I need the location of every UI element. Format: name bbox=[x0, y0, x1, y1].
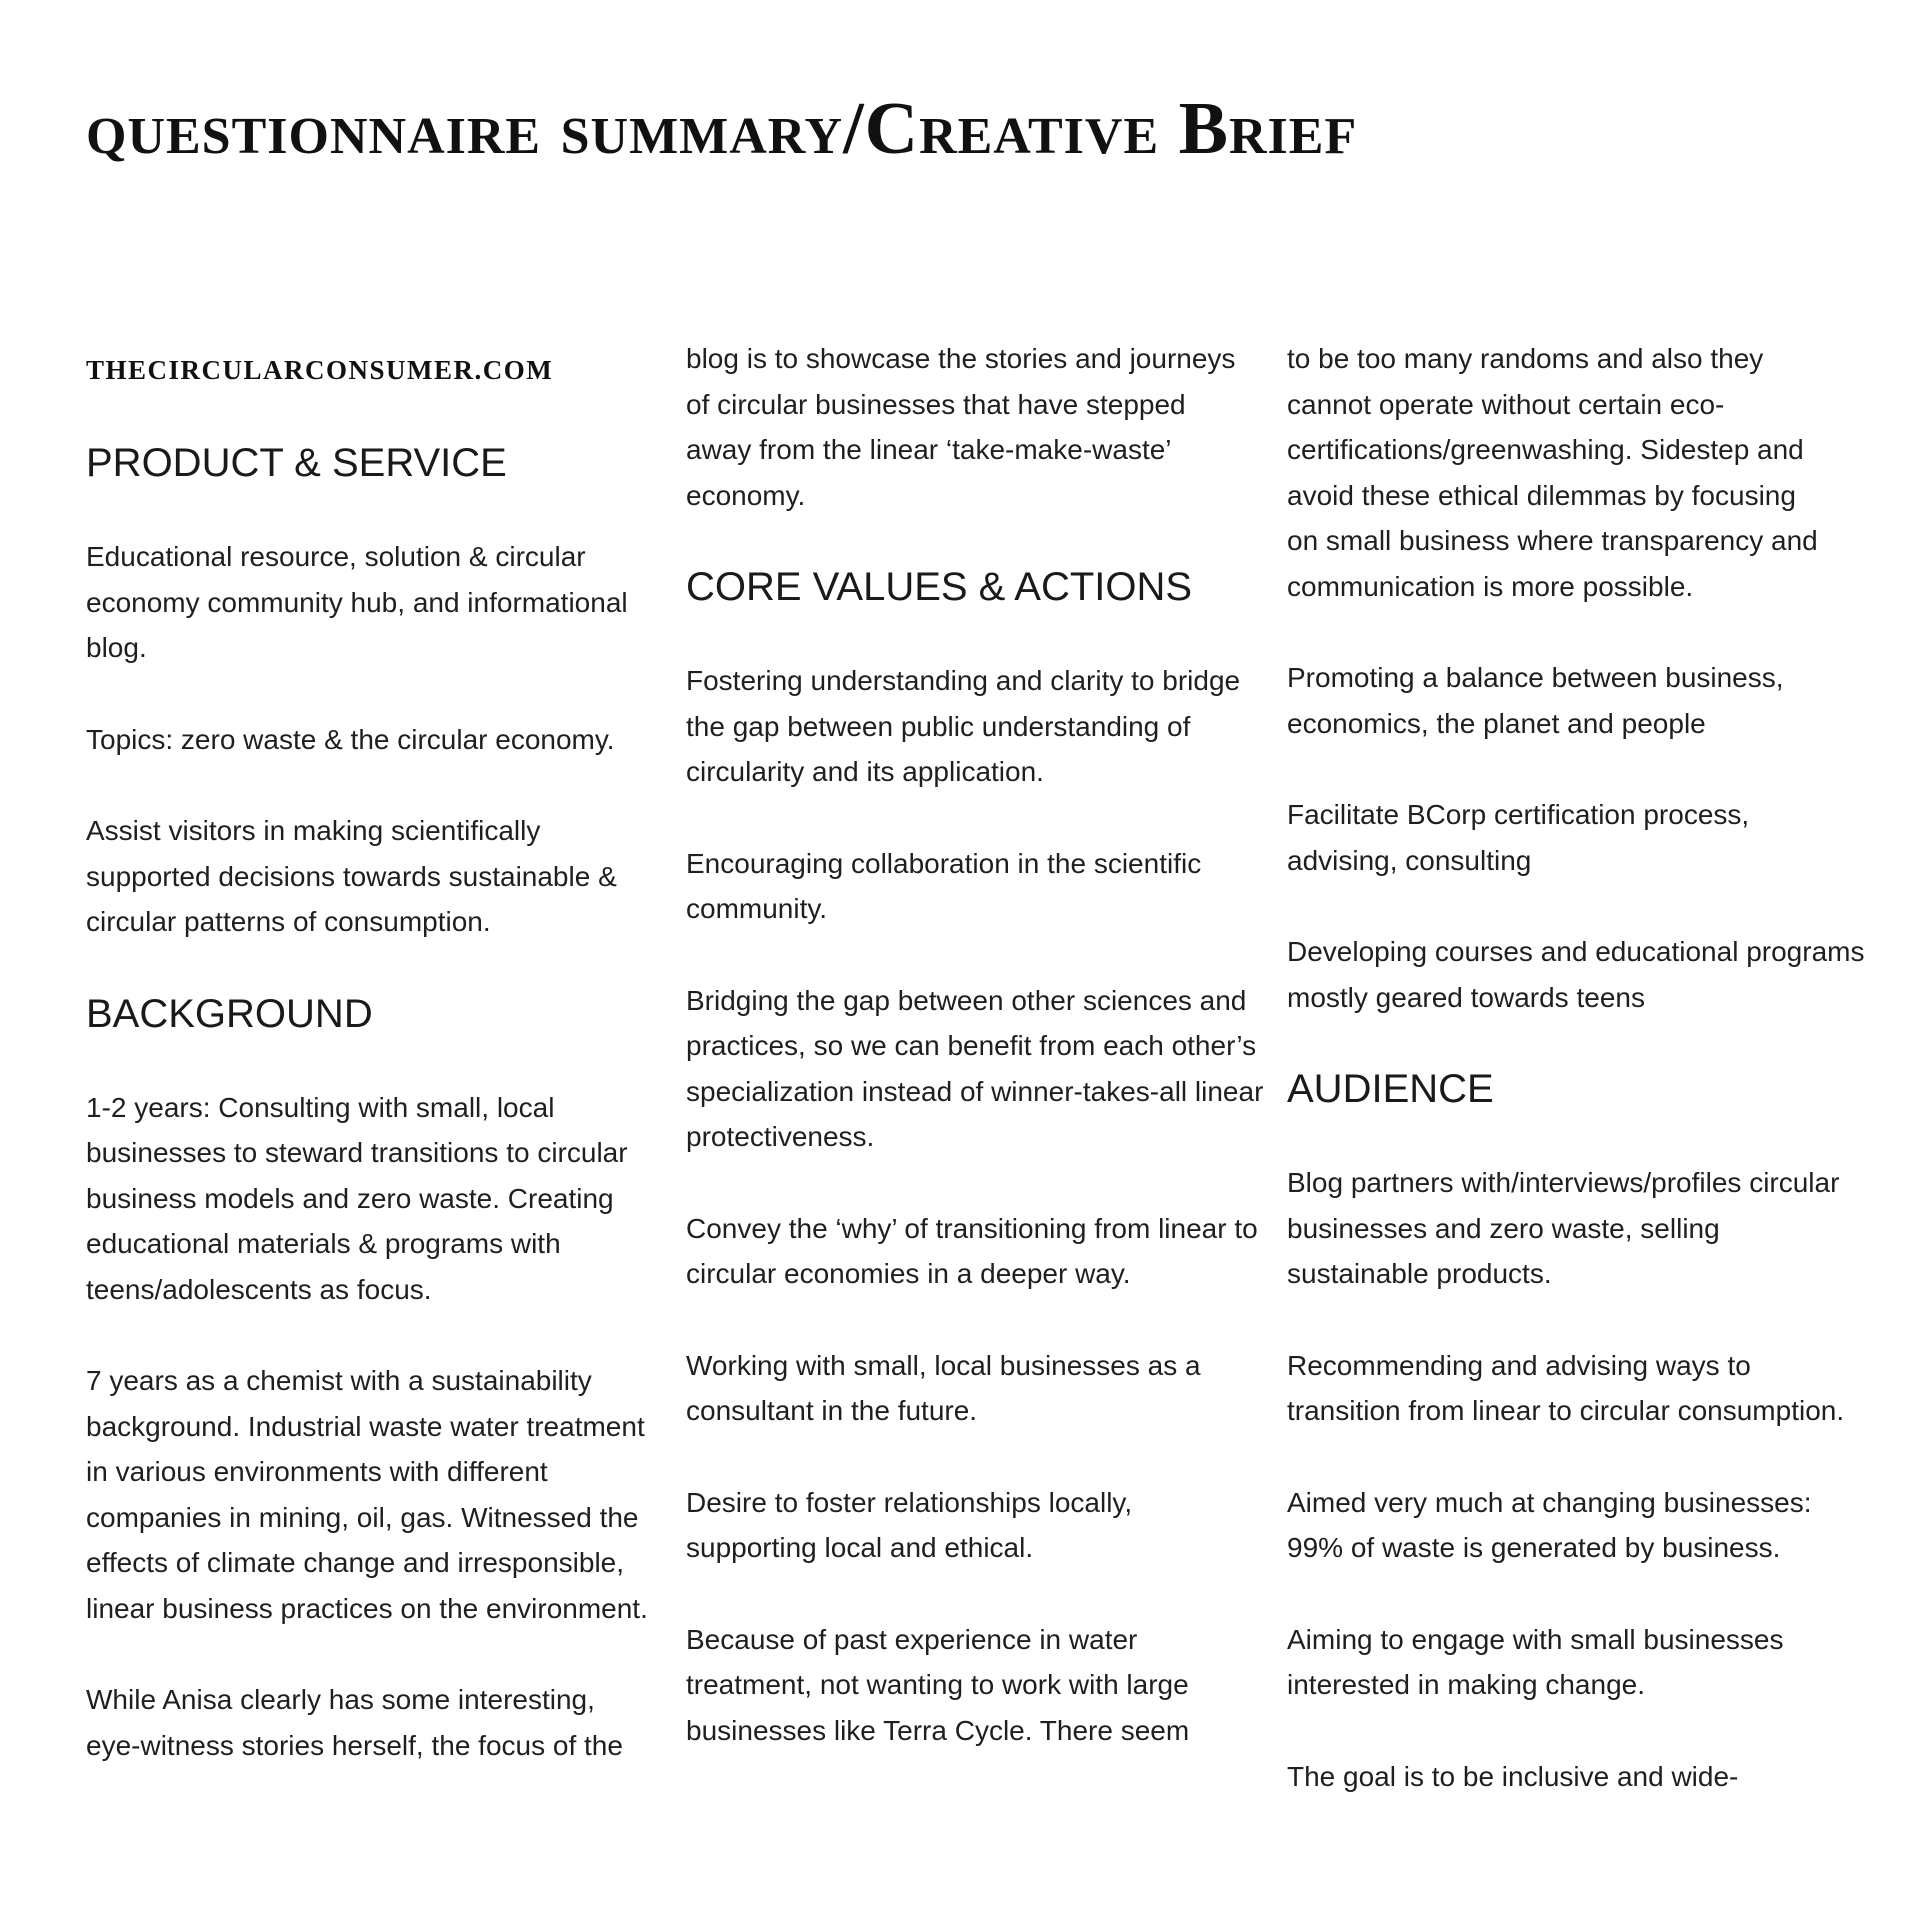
line: away from the linear ‘take-make-waste’ bbox=[686, 434, 1172, 465]
line: businesses like Terra Cycle. There seem bbox=[686, 1714, 1190, 1746]
paragraph: Promoting a balance between business, economics, the planet and people bbox=[1287, 662, 1784, 739]
paragraph: Aimed very much at changing businesses: 99% of waste is generated by business. bbox=[1287, 1486, 1812, 1563]
section-heading-audience: AUDIENCE bbox=[1287, 1067, 1494, 1111]
line: to be too many randoms and also they bbox=[1287, 343, 1764, 374]
paragraph: The goal is to be inclusive and wide- bbox=[1287, 1760, 1739, 1792]
line: eye-witness stories herself, the focus of the bbox=[86, 1729, 623, 1761]
line: certifications/greenwashing. Sidestep and bbox=[1287, 434, 1804, 465]
line: Because of past experience in water bbox=[686, 1623, 1138, 1655]
section-heading-product-service: PRODUCT & SERVICE bbox=[86, 441, 507, 486]
line: economy. bbox=[686, 479, 806, 511]
line: on small business where transparency and bbox=[1287, 525, 1818, 556]
line: blog is to showcase the stories and journeys bbox=[686, 343, 1236, 374]
paragraph-continuation bbox=[686, 336, 1266, 518]
paragraph: Facilitate BCorp certification process, advising, consulting bbox=[1287, 799, 1750, 876]
paragraph: Desire to foster relationships locally, supporting local and ethical. bbox=[686, 1486, 1133, 1563]
line: communication is more possible. bbox=[1287, 570, 1694, 602]
section-heading-core-values: CORE VALUES & ACTIONS bbox=[686, 565, 1193, 609]
site-name: THECIRCULARCONSUMER.COM bbox=[86, 355, 554, 385]
paragraph: 7 years as a chemist with a sustainability background. Industrial waste water treatment in various environments with different companies in mining, oil, gas. Witnessed the effects of climate change and irresponsible, linear business practices on the environment. bbox=[86, 1365, 648, 1624]
column-1 bbox=[86, 336, 666, 1768]
line: of circular businesses that have stepped bbox=[686, 388, 1186, 420]
section-heading-background: BACKGROUND bbox=[86, 991, 373, 1036]
line: avoid these ethical dilemmas by focusing bbox=[1287, 479, 1796, 511]
column-3 bbox=[1287, 336, 1867, 1799]
paragraph: Fostering understanding and clarity to bridge the gap between public understanding of circularity and its application. bbox=[686, 665, 1241, 787]
paragraph: Developing courses and educational programs mostly geared towards teens bbox=[1287, 936, 1865, 1013]
paragraph: Assist visitors in making scientifically supported decisions towards sustainable & circular patterns of consumption. bbox=[86, 815, 617, 938]
page-title: questionnaire summary/Creative Brief bbox=[86, 88, 1358, 170]
paragraph-continued bbox=[86, 1677, 666, 1768]
line: cannot operate without certain eco- bbox=[1287, 388, 1725, 420]
paragraph-continuation bbox=[1287, 336, 1867, 609]
paragraph: Encouraging collaboration in the scientific community. bbox=[686, 847, 1202, 924]
paragraph: Topics: zero waste & the circular economy. bbox=[86, 723, 615, 755]
paragraph: Convey the ‘why’ of transitioning from linear to circular economies in a deeper way. bbox=[686, 1212, 1258, 1289]
paragraph: 1-2 years: Consulting with small, local businesses to steward transitions to circular business models and zero waste. Creating educational materials & programs with teens/adolescents as focus. bbox=[86, 1091, 628, 1305]
paragraph: Bridging the gap between other sciences and practices, so we can benefit from each other’s specialization instead of winner-takes-all linear protectiveness. bbox=[686, 984, 1264, 1152]
line: While Anisa clearly has some interesting, bbox=[86, 1684, 595, 1716]
paragraph: Aiming to engage with small businesses interested in making change. bbox=[1287, 1623, 1784, 1700]
paragraph: Educational resource, solution & circular economy community hub, and informational blog. bbox=[86, 541, 628, 664]
paragraph: Blog partners with/interviews/profiles circular businesses and zero waste, selling sustainable products. bbox=[1287, 1167, 1840, 1289]
column-2 bbox=[686, 336, 1266, 1753]
paragraph-continued bbox=[686, 1617, 1266, 1754]
paragraph: Recommending and advising ways to transition from linear to circular consumption. bbox=[1287, 1349, 1845, 1426]
paragraph: Working with small, local businesses as a consultant in the future. bbox=[686, 1349, 1201, 1426]
line: treatment, not wanting to work with large bbox=[686, 1669, 1189, 1700]
